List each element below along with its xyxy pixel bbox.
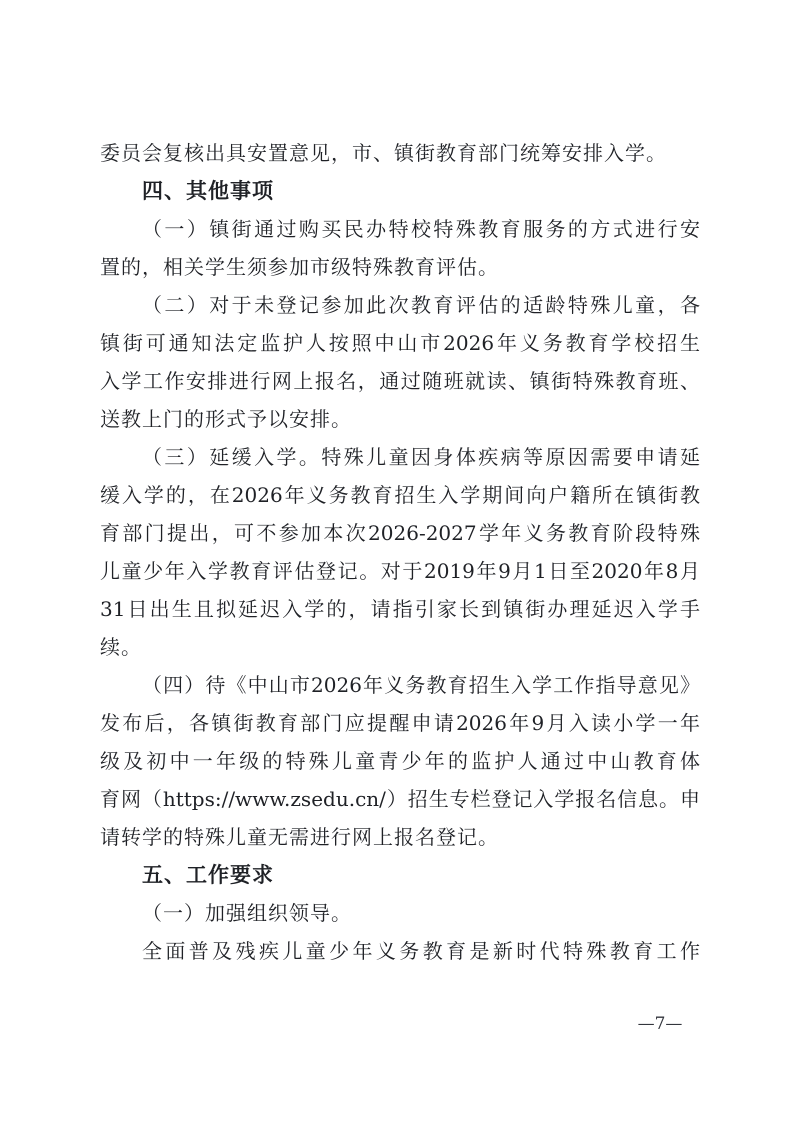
text-line: （一）加强组织领导。	[142, 901, 352, 925]
heading-section-4: 四、其他事项	[142, 179, 274, 203]
text-line: 入学工作安排进行网上报名，通过随班就读、镇街特殊教育班、	[100, 369, 700, 393]
text-line: （四）待《中山市2026年义务教育招生入学工作指导意见》	[142, 673, 700, 697]
text-line: 31日出生且拟延迟入学的，请指引家长到镇街办理延迟入学手	[100, 597, 700, 621]
text-line: 镇街可通知法定监护人按照中山市2026年义务教育学校招生	[100, 331, 700, 355]
text-line: 级及初中一年级的特殊儿童青少年的监护人通过中山教育体	[100, 749, 700, 773]
text-line: （一）镇街通过购买民办特校特殊教育服务的方式进行安	[142, 217, 700, 241]
heading-section-5: 五、工作要求	[142, 863, 274, 887]
text-line: 请转学的特殊儿童无需进行网上报名登记。	[100, 825, 499, 849]
text-line: （二）对于未登记参加此次教育评估的适龄特殊儿童，各	[142, 293, 700, 317]
text-line: （三）延缓入学。特殊儿童因身体疾病等原因需要申请延	[142, 445, 700, 469]
text-line: 全面普及残疾儿童少年义务教育是新时代特殊教育工作	[142, 939, 700, 963]
text-line: 缓入学的，在2026年义务教育招生入学期间向户籍所在镇街教	[100, 483, 700, 507]
text-line: 儿童少年入学教育评估登记。对于2019年9月1日至2020年8月	[100, 559, 700, 583]
text-line-with-url: 育网（https://www.zsedu.cn/）招生专栏登记入学报名信息。申	[100, 787, 700, 811]
text-line: 发布后，各镇街教育部门应提醒申请2026年9月入读小学一年	[100, 711, 700, 735]
document-text-block	[100, 134, 700, 970]
text-line: 委员会复核出具安置意见，市、镇街教育部门统筹安排入学。	[100, 141, 667, 165]
text-line: 育部门提出，可不参加本次2026-2027学年义务教育阶段特殊	[100, 521, 700, 545]
page-number: —7—	[637, 1014, 683, 1034]
text-line: 送教上门的形式予以安排。	[100, 407, 352, 431]
text-line: 续。	[100, 635, 142, 659]
text-line: 置的，相关学生须参加市级特殊教育评估。	[100, 255, 499, 279]
